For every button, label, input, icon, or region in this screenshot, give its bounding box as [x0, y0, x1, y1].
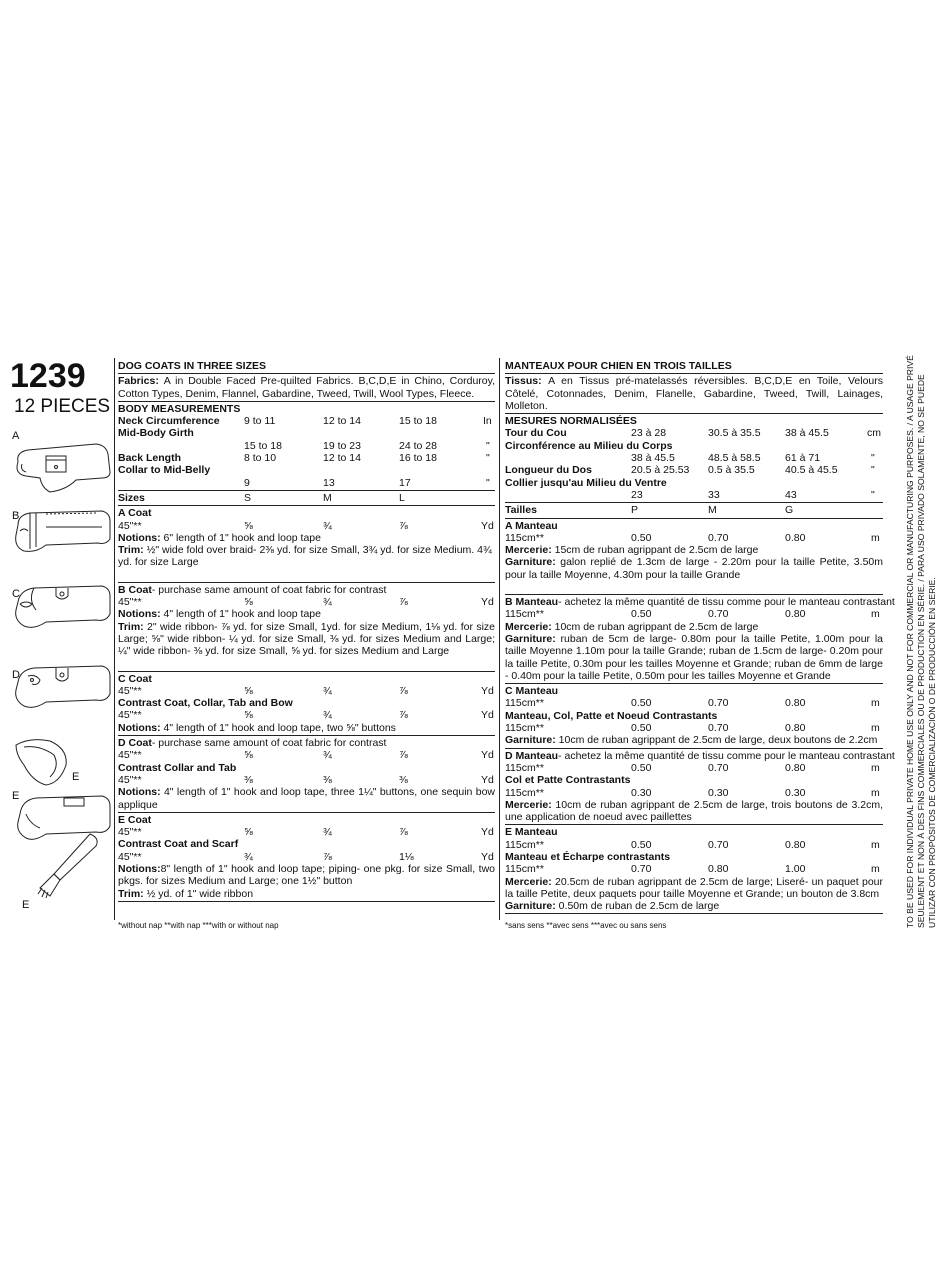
fr-e-yardage2: 115cm** 0.70 0.80 1.00 m	[505, 863, 880, 876]
en-footnote: *without nap **with nap ***with or without nap	[118, 921, 279, 930]
view-label-e: E	[22, 899, 30, 911]
fr-d-contrast: Col et Patte Contrastants	[505, 774, 631, 787]
view-label-a: A	[12, 430, 20, 442]
fr-back-row: Longueur du Dos 20.5 à 25.53 0.5 à 35.5 40.5 à 45.5 "	[505, 464, 875, 477]
en-fabrics: Fabrics: A in Double Faced Pre-quilted Fabrics. B,C,D,E in Chino, Corduroy, Cotton Types, Denim, Flannel, Gabardine, Tweed, Twill, Wool Types, Fleece.	[118, 375, 496, 400]
en-neck-row: Neck Circumference 9 to 11 12 to 14 15 to 18 In	[118, 415, 492, 428]
en-d-contrast: Contrast Collar and Tab	[118, 761, 237, 774]
en-c-notions: Notions: 4" length of 1" hook and loop tape, two ⅝" buttons	[118, 721, 396, 734]
fr-body-heading: MESURES NORMALISÉES	[505, 415, 637, 428]
coat-c-sketch	[6, 580, 112, 640]
en-collar-label: Collar to Mid-Belly	[118, 464, 211, 477]
fr-collar-label: Collier jusqu'au Milieu du Ventre	[505, 476, 667, 489]
fr-e-yardage: 115cm** 0.50 0.70 0.80 m	[505, 838, 880, 851]
en-e-trim: Trim: ½ yd. of 1" wide ribbon	[118, 887, 254, 900]
fr-c-contrast: Manteau, Col, Patte et Noeud Contrastants	[505, 709, 718, 722]
pattern-number: 1239	[10, 357, 86, 395]
en-e-notions: Notions:8" length of 1" hook and loop tape; piping- one pkg. for size Small, two pkgs. for sizes Medium and Large; one 1½" button	[118, 862, 495, 888]
legal-notice	[900, 350, 937, 930]
en-d-coat: D Coat - purchase same amount of coat fabric for contrast	[118, 737, 387, 750]
en-e-yardage: 45"** ⅝ ¾ ⅞ Yd	[118, 826, 494, 839]
en-e-contrast: Contrast Coat and Scarf	[118, 838, 239, 851]
fr-d-mercerie: Mercerie: 10cm de ruban agrippant de 2.5cm de large, trois boutons de 3.2cm, une application de noeud avec paillettes	[505, 798, 883, 824]
en-c-contrast: Contrast Coat, Collar, Tab and Bow	[118, 697, 293, 710]
en-sizes-row: Sizes S M L	[118, 491, 405, 504]
fr-title: MANTEAUX POUR CHIEN EN TROIS TAILLES	[505, 360, 732, 372]
en-a-coat: A Coat	[118, 507, 152, 520]
fr-c-yardage: 115cm** 0.50 0.70 0.80 m	[505, 697, 880, 710]
fr-c-garniture: Garniture: 10cm de ruban agrippant de 2.5cm de large, deux boutons de 2.2cm	[505, 734, 878, 747]
fr-e-contrast: Manteau et Écharpe contrastants	[505, 850, 671, 863]
fr-mid-row: 38 à 45.5 48.5 à 58.5 61 à 71 "	[631, 452, 875, 465]
en-b-yardage: 45"** ⅝ ¾ ⅞ Yd	[118, 596, 494, 609]
view-label-b: B	[12, 510, 20, 522]
fr-a-mercerie: Mercerie: 15cm de ruban agrippant de 2.5cm de large	[505, 544, 759, 557]
view-label-e: E	[12, 790, 20, 802]
fr-d-yardage: 115cm** 0.50 0.70 0.80 m	[505, 761, 880, 774]
en-e-coat: E Coat	[118, 813, 152, 826]
view-label-c: C	[12, 588, 20, 600]
fr-footnote: *sans sens **avec sens ***avec ou sans sens	[505, 921, 667, 930]
fr-e-coat: E Manteau	[505, 826, 558, 839]
en-mid-label: Mid-Body Girth	[118, 427, 194, 440]
en-c-yardage: 45"** ⅝ ¾ ⅞ Yd	[118, 684, 494, 697]
fr-collar-row: 23 33 43 "	[631, 488, 875, 501]
fr-b-garniture: Garniture: ruban de 5cm de large- 0.80m pour la taille Petite, 1.00m pour la taille Moyenne 1.10m pour la taille Grande; ruban de 1.5cm de large- 0.20m pour la taille Petite, 0.30m pour les tailles Moyenne et Grande; ruban de 6mm de large - 0.40m pour la taille Petite, 0.50m pour les tailles Moyenne et Grande	[505, 632, 883, 682]
coat-a-sketch	[6, 440, 112, 495]
en-b-coat: B Coat - purchase same amount of coat fabric for contrast	[118, 583, 387, 596]
fr-b-mercerie: Mercerie: 10cm de ruban agrippant de 2.5cm de large	[505, 620, 759, 633]
fr-d-yardage2: 115cm** 0.30 0.30 0.30 m	[505, 786, 880, 799]
fr-e-mercerie: Mercerie: 20.5cm de ruban agrippant de 2.5cm de large; Liseré- un paquet pour la taille Petite, deux paquets pour taille Moyenne et Grande; un bouton de 3.8cm	[505, 875, 883, 900]
scarf-sketch	[32, 830, 104, 900]
view-label-d: D	[12, 669, 20, 681]
en-title: DOG COATS IN THREE SIZES	[118, 360, 266, 372]
en-mid-row: 15 to 18 19 to 23 24 to 28 "	[244, 439, 490, 452]
en-b-trim: Trim: 2" wide ribbon- ⅞ yd. for size Small, 1yd. for size Medium, 1⅛ yd. for size Large; ⅝" wide ribbon- ¼ yd. for size Small, ⅜ yd. for sizes Medium and Large; ¼" wide ribbon- ⅜ yd. for size Small, ⅝ yd. for sizes Medium and Large	[118, 620, 495, 658]
en-c-yardage2: 45"** ⅝ ¾ ⅞ Yd	[118, 709, 494, 722]
en-d-notions: Notions: 4" length of 1" hook and loop tape, three 1¼" buttons, one sequin bow applique	[118, 786, 495, 811]
fr-c-yardage2: 115cm** 0.50 0.70 0.80 m	[505, 722, 880, 735]
en-d-yardage: 45"** ⅝ ¾ ⅞ Yd	[118, 749, 494, 762]
coat-b-sketch	[6, 505, 112, 560]
fr-sizes-row: Tailles P M G	[505, 504, 794, 517]
fr-e-garniture: Garniture: 0.50m de ruban de 2.5cm de large	[505, 900, 720, 913]
en-a-trim: Trim: ½" wide fold over braid- 2⅜ yd. for size Small, 3¾ yd. for size Medium. 4¾ yd. for size Large	[118, 544, 492, 569]
coat-e-detail-sketch	[10, 735, 72, 790]
en-collar-row: 9 13 17 "	[244, 476, 490, 489]
fr-a-coat: A Manteau	[505, 519, 558, 532]
fr-b-yardage: 115cm** 0.50 0.70 0.80 m	[505, 608, 880, 621]
english-column	[118, 360, 495, 903]
en-a-notions: Notions: 6" length of 1" hook and loop tape	[118, 531, 321, 544]
fr-mid-label: Circonférence au Milieu du Corps	[505, 439, 673, 452]
coat-d-sketch	[6, 660, 112, 722]
divider-center	[499, 358, 500, 920]
en-c-coat: C Coat	[118, 672, 152, 685]
fr-a-yardage: 115cm** 0.50 0.70 0.80 m	[505, 531, 880, 544]
fr-neck-row: Tour du Cou 23 à 28 30.5 à 35.5 38 à 45.5 cm	[505, 427, 881, 440]
view-label-e: E	[72, 771, 80, 783]
en-a-yardage: 45"** ⅝ ¾ ⅞ Yd	[118, 519, 494, 532]
fr-d-coat: D Manteau - achetez la même quantité de tissu comme pour le manteau contrastant	[505, 749, 895, 762]
fr-fabrics: Tissus: A en Tissus pré-matelassés réversibles. B,C,D,E en Toile, Velours Côtelé, Cotonnades, Denim, Flanelle, Gabardine, Tweed, Twill, Lainages, Molleton.	[505, 375, 883, 412]
legal-notice-text: TO BE USED FOR INDIVIDUAL PRIVATE HOME USE ONLY AND NOT FOR COMMERCIAL OR MANUFACTURING PURPOSES. / A USAGE PRIVÉ SEULEMENT ET NON À DES FINS COMMERCIALES OU DE PRODUCTION EN SÉRIE. / PARA USO PRIVADO SOLAMENTE, NO SE PUEDE UTILIZAR CON PROPÓSITOS DE COMERCIALIZACIÓN O DE PRODUCCIÓN EN SERIE.	[905, 355, 937, 928]
pieces-count: 12 PIECES	[14, 396, 111, 417]
en-b-notions: Notions: 4" length of 1" hook and loop tape	[118, 608, 321, 621]
en-e-yardage2: 45"** ¾ ⅞ 1⅛ Yd	[118, 850, 494, 863]
french-column	[505, 360, 895, 915]
divider-left	[114, 358, 115, 920]
en-d-yardage2: 45"** ⅜ ⅜ ⅜ Yd	[118, 773, 494, 786]
fr-b-coat: B Manteau - achetez la même quantité de tissu comme pour le manteau contrastant	[505, 596, 895, 609]
fr-c-coat: C Manteau	[505, 685, 559, 698]
en-body-heading: BODY MEASUREMENTS	[118, 402, 241, 415]
en-back-row: Back Length 8 to 10 12 to 14 16 to 18 "	[118, 452, 490, 465]
fr-a-garniture: Garniture: galon replié de 1.3cm de large - 2.20m pour la taille Petite, 3.50m pour la taille Moyenne, 4.30m pour la taille Grande	[505, 556, 883, 581]
